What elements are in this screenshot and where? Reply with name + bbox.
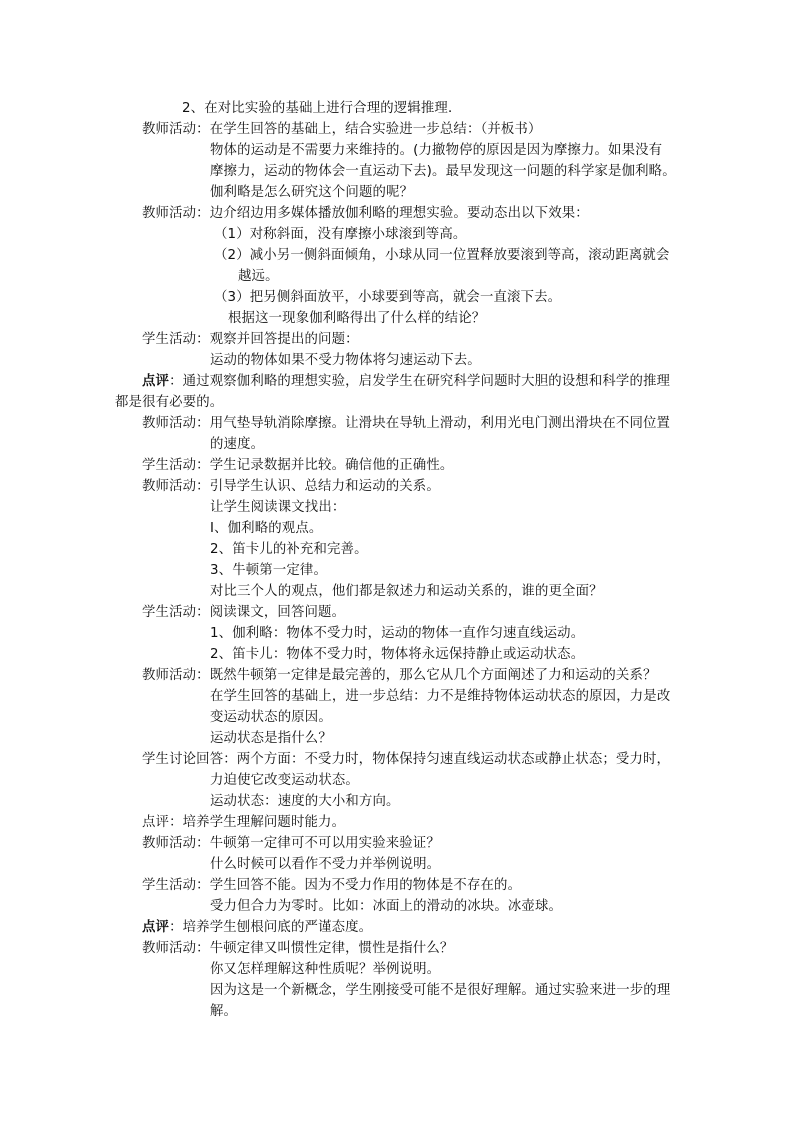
text-line: 力迫使它改变运动状态。: [210, 773, 359, 788]
comment-text: ：培养学生刨根问底的严谨态度。: [169, 920, 373, 935]
text-line: 受力但合力为零时。比如：冰面上的滑动的冰块。冰壶球。: [210, 899, 563, 914]
text-line: 摩擦力，运动的物体会一直运动下去)。最早发现这一问题的科学家是伽利略。: [210, 164, 676, 179]
comment-text: ：通过观察伽利略的理想实验，启发学生在研究科学问题时大胆的设想和科学的推理: [169, 374, 671, 389]
text-line: 运动状态：速度的大小和方向。: [210, 794, 400, 809]
text-line: （3）把另侧斜面放平，小球要到等高，就会一直滚下去。: [214, 290, 562, 305]
text-line: 学生活动：学生记录数据并比较。确信他的正确性。: [142, 458, 454, 473]
text-line: 教师活动：引导学生认识、总结力和运动的关系。: [142, 479, 440, 494]
text-line: 2、笛卡儿：物体不受力时，物体将永远保持静止或运动状态。: [210, 647, 585, 662]
text-line: 1、伽利略：物体不受力时，运动的物体一直作匀速直线运动。: [210, 626, 585, 641]
text-line: 教师活动：既然牛顿第一定律是最完善的，那么它从几个方面阐述了力和运动的关系？: [142, 668, 657, 683]
text-line: 教师活动：牛顿第一定律可不可以用实验来验证？: [142, 836, 440, 851]
text-line: 运动的物体如果不受力物体将匀速运动下去。: [210, 353, 481, 368]
text-line: Ⅰ、伽利略的观点。: [210, 521, 323, 536]
text-line: 变运动状态的原因。: [210, 710, 332, 725]
text-line: 根据这一现象伽利略得出了什么样的结论？: [228, 311, 486, 326]
text-line: 学生活动：观察并回答提出的问题：: [142, 332, 359, 347]
text-line: 的速度。: [210, 437, 265, 452]
text-line: 学生活动：阅读课文，回答问题。: [142, 605, 346, 620]
text-line: 因为这是一个新概念，学生刚接受可能不是很好理解。通过实验来进一步的理: [210, 983, 671, 998]
text-line: （1）对称斜面，没有摩擦小球滚到等高。: [214, 227, 467, 242]
text-line: 让学生阅读课文找出：: [210, 500, 346, 515]
comment-line: [142, 371, 670, 392]
text-line: 什么时候可以看作不受力并举例说明。: [210, 857, 441, 872]
text-line: 都是很有必要的。: [115, 395, 224, 410]
text-line: 教师活动：边介绍边用多媒体播放伽利略的理想实验。要动态出以下效果：: [142, 206, 589, 221]
text-line: 解。: [210, 1004, 238, 1019]
text-line: 物体的运动是不需要力来维持的。(力撤物停的原因是因为摩擦力。如果没有: [210, 143, 663, 158]
text-line: 点评：培养学生理解问题时能力。: [142, 815, 346, 830]
comment-label: 点评: [142, 920, 170, 935]
comment-label: 点评: [142, 374, 170, 389]
text-line: 2、笛卡儿的补充和完善。: [210, 542, 368, 557]
text-line: 学生讨论回答：两个方面：不受力时，物体保持匀速直线运动状态或静止状态；受力时，: [142, 752, 671, 767]
text-line: 2、在对比实验的基础上进行合理的逻辑推理．: [182, 101, 462, 116]
text-line: 伽利略是怎么研究这个问题的呢？: [210, 185, 414, 200]
text-line: 在学生回答的基础上，进一步总结：力不是维持物体运动状态的原因，力是改: [210, 689, 671, 704]
text-line: 教师活动：牛顿定律又叫惯性定律，惯性是指什么？: [142, 941, 454, 956]
text-line: 教师活动：在学生回答的基础上，结合实验进一步总结：（并板书）: [142, 122, 542, 137]
text-line: 你又怎样理解这种性质呢？举例说明。: [210, 962, 441, 977]
text-line: 越远。: [238, 269, 279, 284]
text-line: 3、牛顿第一定律。: [210, 563, 327, 578]
text-line: 对比三个人的观点，他们都是叙述力和运动关系的，谁的更全面？: [210, 584, 603, 599]
text-line: 教师活动：用气垫导轨消除摩擦。让滑块在导轨上滑动，利用光电门测出滑块在不同位置: [142, 416, 671, 431]
comment-line: [142, 917, 372, 938]
text-line: （2）减小另一侧斜面倾角，小球从同一位置释放要滚到等高，滚动距离就会: [214, 248, 670, 263]
text-line: 运动状态是指什么？: [210, 731, 332, 746]
text-line: 学生活动：学生回答不能。因为不受力作用的物体是不存在的。: [142, 878, 522, 893]
